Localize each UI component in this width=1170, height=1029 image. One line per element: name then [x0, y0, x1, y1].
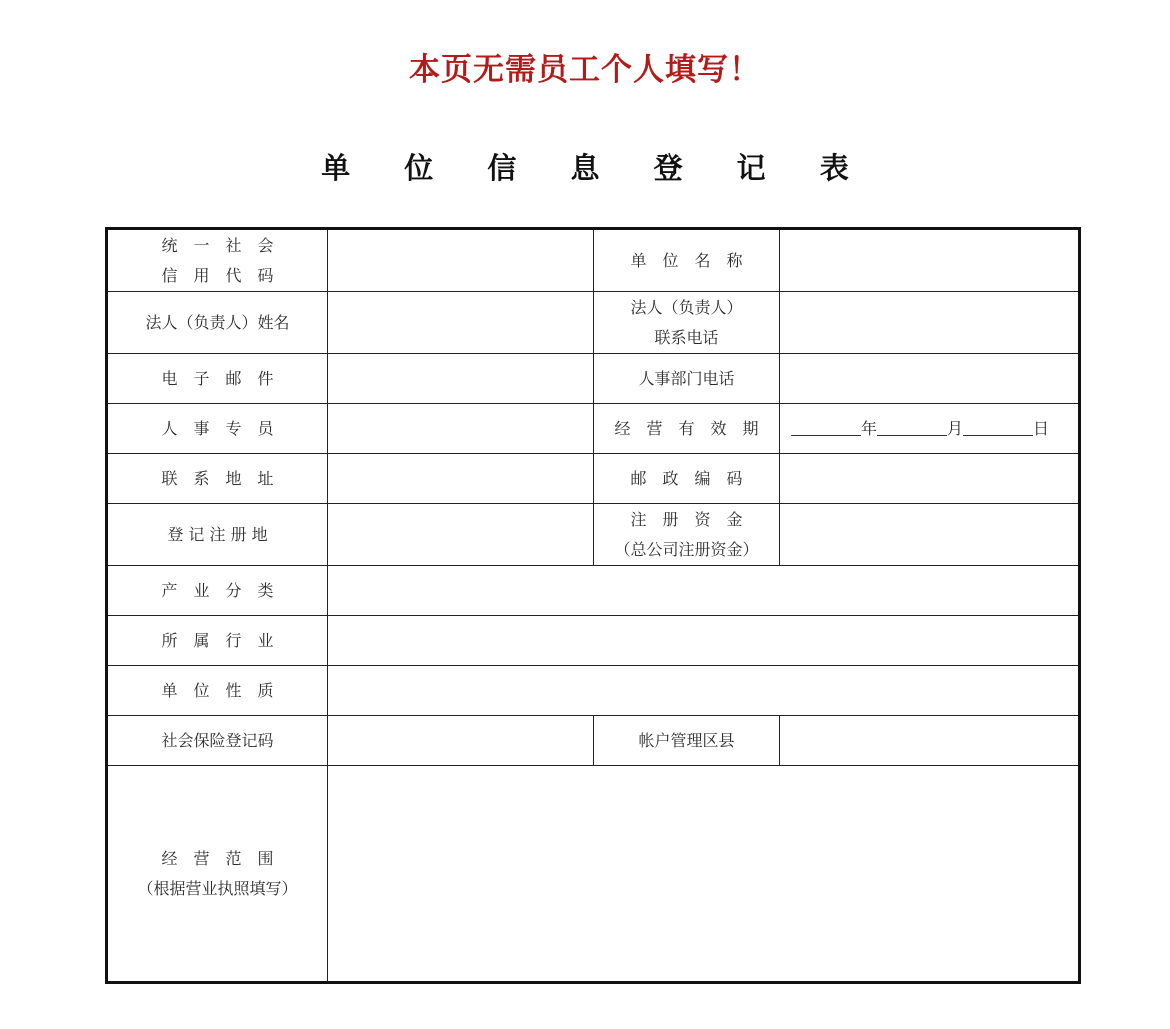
input-industry-category[interactable]: [328, 566, 1080, 616]
label-legal-phone-line2: 联系电话: [654, 327, 719, 347]
label-account-district: 帐户管理区县: [594, 716, 780, 766]
row-unit-nature: [107, 666, 1080, 716]
label-social-insurance-code: 社会保险登记码: [107, 716, 328, 766]
label-capital: [594, 504, 780, 566]
month-label: 月: [946, 418, 963, 438]
input-legal-phone[interactable]: [780, 292, 1080, 354]
row-industry: [107, 616, 1080, 666]
label-address: 联 系 地 址: [107, 454, 328, 504]
input-unit-name[interactable]: [780, 229, 1080, 292]
form-title: 单 位 信 息 登 记 表: [321, 151, 871, 185]
input-capital[interactable]: [780, 504, 1080, 566]
input-business-scope[interactable]: [328, 766, 1080, 983]
label-credit-code-line2: 信 用 代 码: [161, 265, 274, 285]
label-unit-name: 单 位 名 称: [594, 229, 780, 292]
month-blank[interactable]: [877, 421, 947, 436]
year-label: 年: [860, 418, 877, 438]
label-hr-phone: 人事部门电话: [594, 354, 780, 404]
label-postcode: 邮 政 编 码: [594, 454, 780, 504]
row-email: [107, 354, 1080, 404]
input-social-insurance-code[interactable]: [328, 716, 594, 766]
label-unit-nature: 单 位 性 质: [107, 666, 328, 716]
label-credit-code: [107, 229, 328, 292]
input-credit-code[interactable]: [328, 229, 594, 292]
input-reg-place[interactable]: [328, 504, 594, 566]
label-industry-category: 产 业 分 类: [107, 566, 328, 616]
input-address[interactable]: [328, 454, 594, 504]
registration-form-table: [105, 227, 1081, 984]
notice-heading: 本页无需员工个人填写！: [409, 52, 761, 88]
input-email[interactable]: [328, 354, 594, 404]
input-hr-specialist[interactable]: [328, 404, 594, 454]
label-legal-phone: [594, 292, 780, 354]
year-blank[interactable]: [791, 421, 861, 436]
input-account-district[interactable]: [780, 716, 1080, 766]
day-blank[interactable]: [963, 421, 1033, 436]
label-capital-line1: 注 册 资 金: [630, 509, 743, 529]
label-email: 电 子 邮 件: [107, 354, 328, 404]
label-hr-specialist: 人 事 专 员: [107, 404, 328, 454]
input-industry[interactable]: [328, 616, 1080, 666]
input-legal-name[interactable]: [328, 292, 594, 354]
label-legal-name: 法人（负责人）姓名: [107, 292, 328, 354]
row-legal-person: [107, 292, 1080, 354]
label-legal-phone-line1: 法人（负责人）: [630, 297, 743, 317]
label-credit-code-line1: 统 一 社 会: [161, 235, 274, 255]
input-postcode[interactable]: [780, 454, 1080, 504]
row-address: [107, 454, 1080, 504]
label-business-scope-line1: 经 营 范 围: [161, 848, 274, 868]
row-business-scope: [107, 766, 1080, 983]
input-validity-date[interactable]: [780, 404, 1080, 454]
input-hr-phone[interactable]: [780, 354, 1080, 404]
day-label: 日: [1033, 418, 1050, 438]
label-capital-line2: （总公司注册资金）: [614, 539, 759, 559]
label-validity: 经 营 有 效 期: [594, 404, 780, 454]
row-registration: [107, 504, 1080, 566]
input-unit-nature[interactable]: [328, 666, 1080, 716]
row-social-insurance: [107, 716, 1080, 766]
label-reg-place: 登 记 注 册 地: [107, 504, 328, 566]
row-industry-category: [107, 566, 1080, 616]
label-industry: 所 属 行 业: [107, 616, 328, 666]
label-business-scope-line2: （根据营业执照填写）: [137, 878, 298, 898]
label-business-scope: [107, 766, 328, 983]
row-credit-code: [107, 229, 1080, 292]
row-hr-specialist: [107, 404, 1080, 454]
